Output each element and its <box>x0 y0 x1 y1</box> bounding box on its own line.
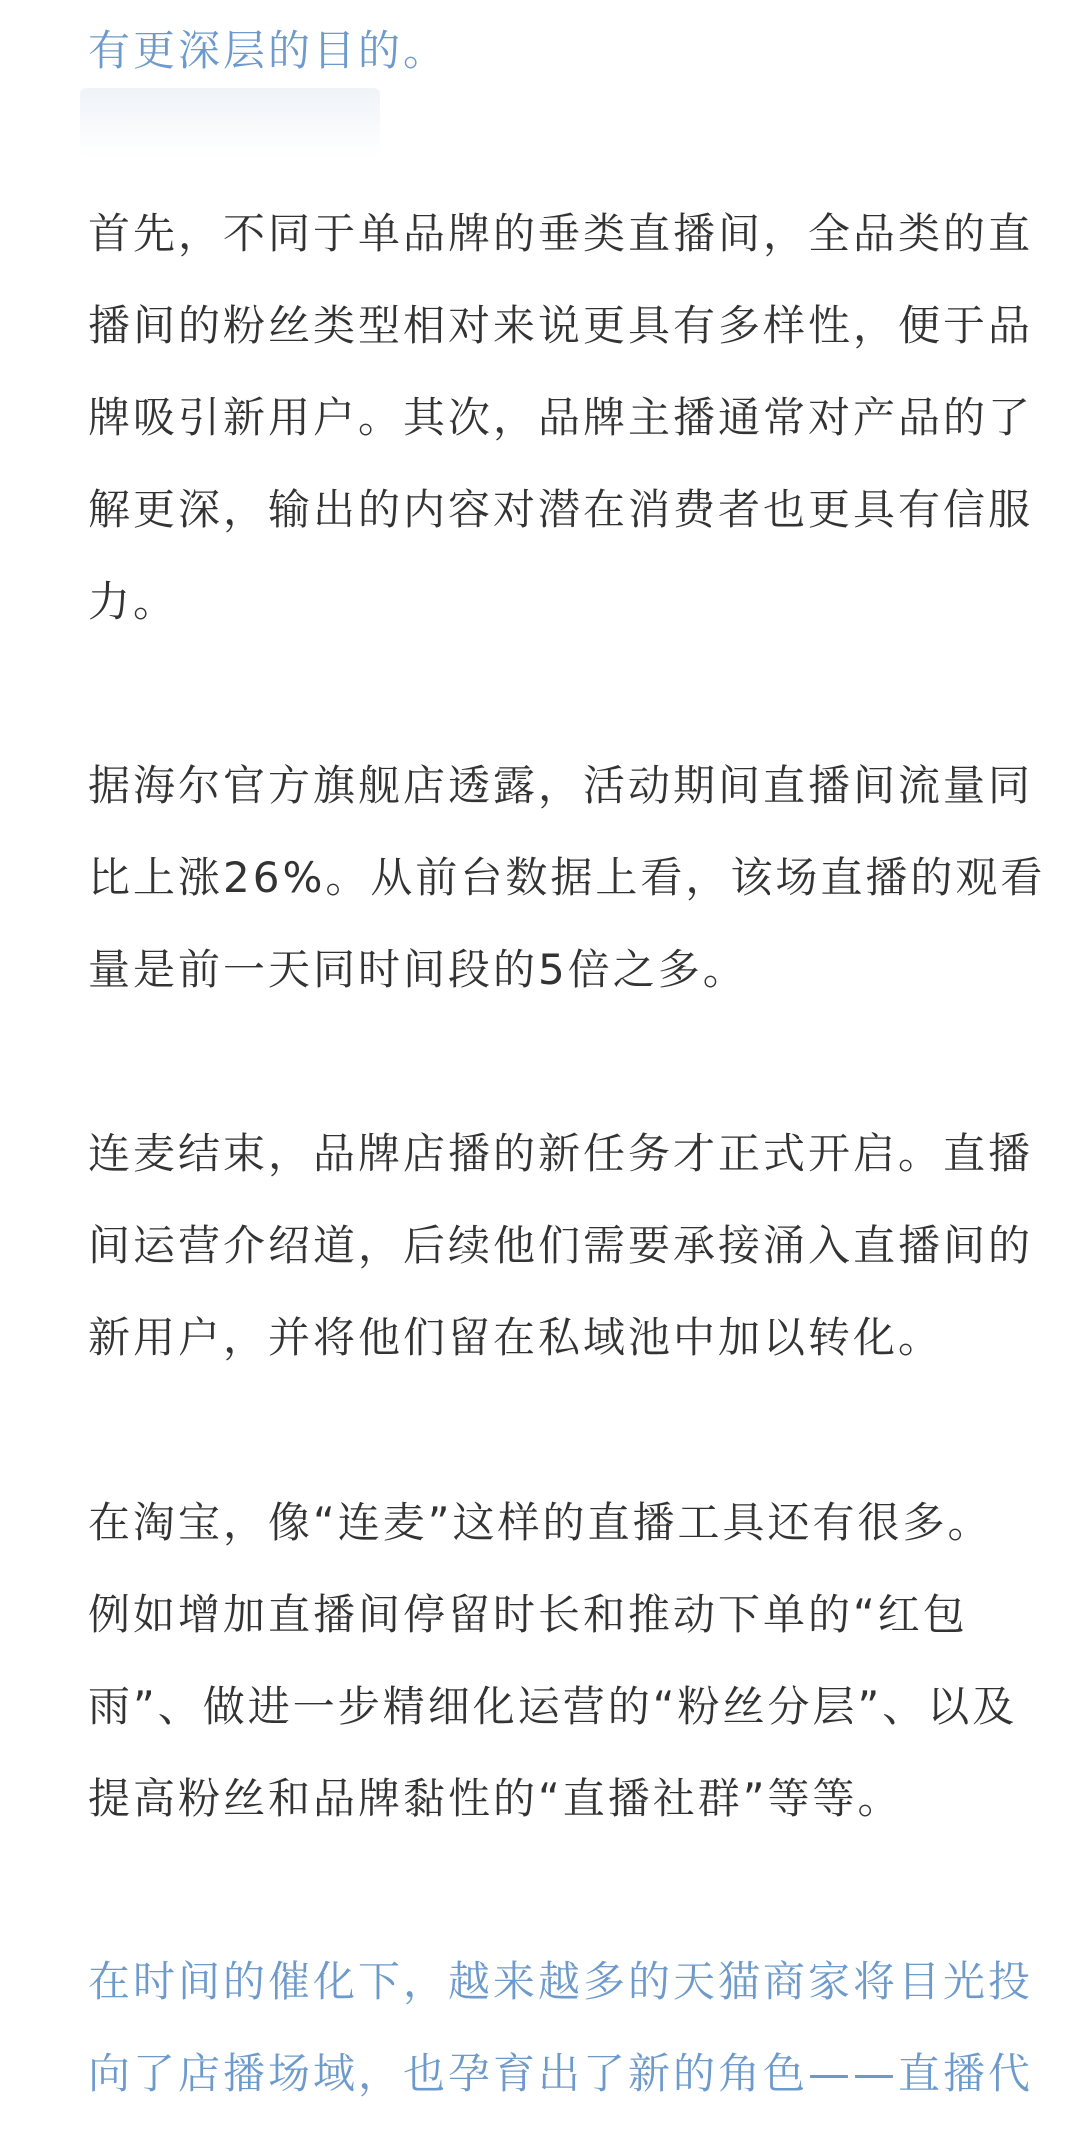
paragraph-line: 力。 <box>88 577 179 626</box>
paragraph-line: 间运营介绍道，后续他们需要承接涌入直播间的 <box>88 1221 1034 1270</box>
paragraph-highlight-conclusion <box>88 1936 1034 2120</box>
paragraph-line: 在时间的催化下，越来越多的天猫商家将目光投 <box>88 1957 1034 2006</box>
paragraph-line: 比上涨26%。从前台数据上看，该场直播的观看 <box>88 853 1046 902</box>
paragraph-line: 据海尔官方旗舰店透露，活动期间直播间流量同 <box>88 761 1034 810</box>
image-shadow-remnant <box>80 88 380 158</box>
paragraph-line: 在淘宝，像“连麦”这样的直播工具还有很多。 <box>88 1498 993 1547</box>
paragraph-line: 首先，不同于单品牌的垂类直播间，全品类的直 <box>88 209 1034 258</box>
paragraph-highlight-intro <box>88 5 1000 97</box>
paragraph-line: 播间的粉丝类型相对来说更具有多样性，便于品 <box>88 301 1034 350</box>
paragraph-store-broadcast <box>88 1108 1034 1384</box>
paragraph-haier-stats <box>88 740 1046 1016</box>
paragraph-line: 牌吸引新用户。其次，品牌主播通常对产品的了 <box>88 393 1034 442</box>
paragraph-line: 有更深层的目的。 <box>88 26 449 75</box>
paragraph-line: 提高粉丝和品牌黏性的“直播社群”等等。 <box>88 1774 903 1823</box>
paragraph-line: 新用户，并将他们留在私域池中加以转化。 <box>88 1313 944 1362</box>
paragraph-line: 例如增加直播间停留时长和推动下单的“红包 <box>88 1590 968 1639</box>
paragraph-line: 连麦结束，品牌店播的新任务才正式开启。直播 <box>88 1129 1034 1178</box>
paragraph-livestream-advantages <box>88 188 1034 648</box>
paragraph-line: 向了店播场域，也孕育出了新的角色——直播代 <box>88 2049 1034 2098</box>
paragraph-line: 解更深，输出的内容对潜在消费者也更具有信服 <box>88 485 1034 534</box>
paragraph-line: 雨”、做进一步精细化运营的“粉丝分层”、以及 <box>88 1682 1018 1731</box>
paragraph-line: 量是前一天同时间段的5倍之多。 <box>88 945 748 994</box>
paragraph-taobao-tools <box>88 1477 1018 1845</box>
